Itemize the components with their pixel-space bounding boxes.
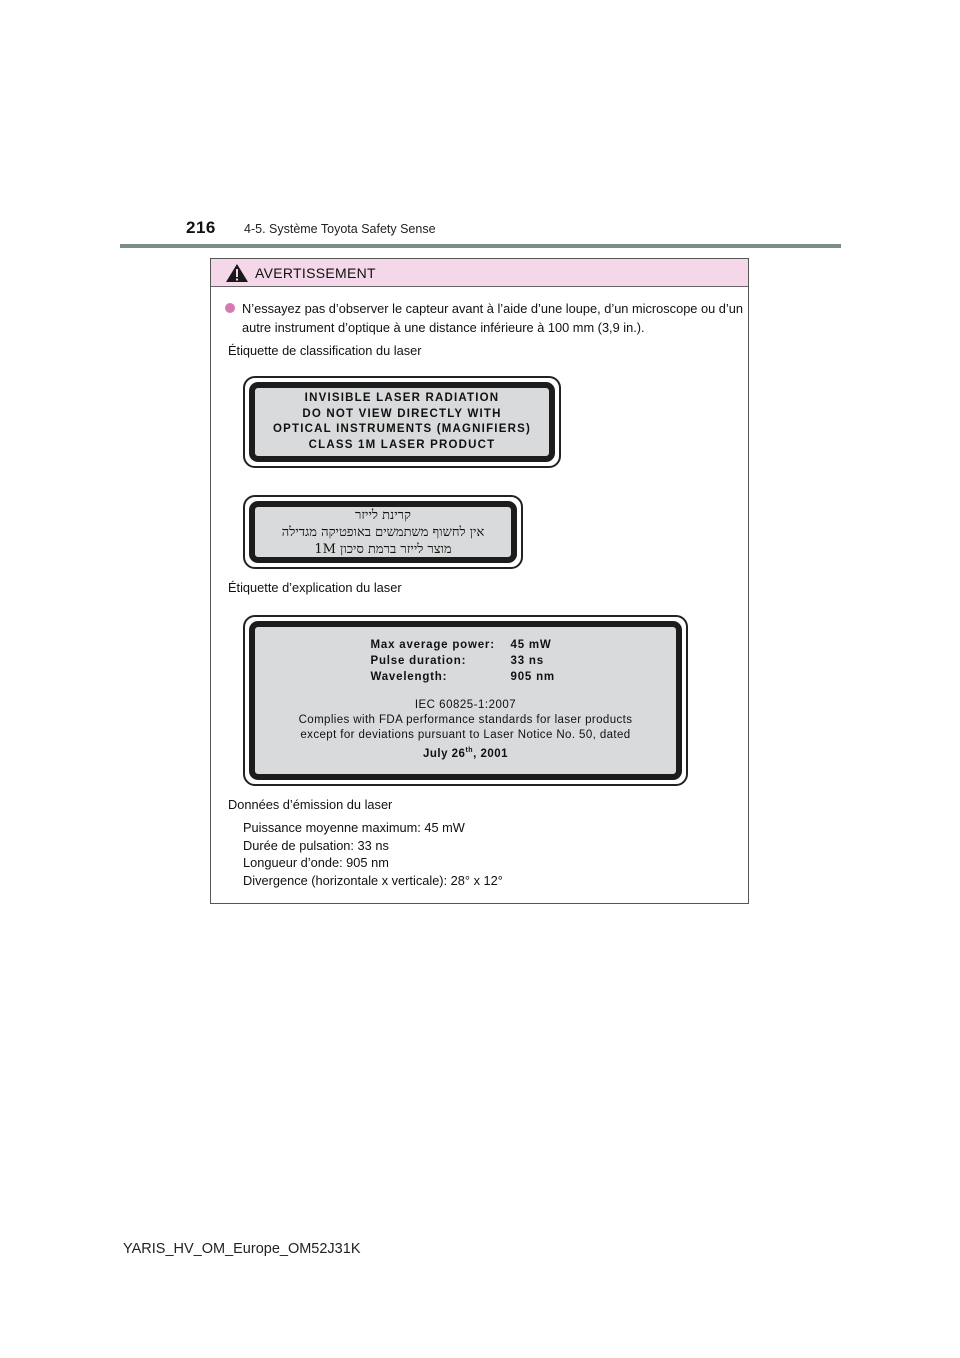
explanation-caption: Étiquette d’explication du laser — [228, 580, 402, 595]
emission-caption: Données d’émission du laser — [228, 797, 393, 812]
page-number: 216 — [186, 218, 216, 237]
spec-value: 33 ns — [510, 655, 544, 667]
warning-header — [211, 259, 748, 287]
warning-box — [210, 258, 749, 904]
explanation-label — [243, 615, 688, 786]
section-title: 4-5. Système Toyota Safety Sense — [244, 222, 436, 236]
spec-key: Wavelength: — [370, 671, 448, 683]
emission-item: Durée de pulsation: 33 ns — [243, 837, 389, 853]
spec-value: 45 mW — [510, 639, 552, 651]
classification-caption: Étiquette de classification du laser — [228, 343, 422, 358]
spec-row — [371, 653, 561, 669]
label-he-line: קרינת לייזר — [355, 507, 411, 523]
classification-label-en-inner — [249, 382, 555, 462]
header-rule — [120, 244, 841, 248]
date-sup: th — [465, 747, 474, 754]
footer-doc-id: YARIS_HV_OM_Europe_OM52J31K — [123, 1241, 361, 1257]
warning-title: AVERTISSEMENT — [255, 264, 376, 281]
spec-key: Max average power: — [370, 639, 495, 651]
label-en-line: INVISIBLE LASER RADIATION — [304, 392, 500, 404]
label-en-line: CLASS 1M LASER PRODUCT — [308, 438, 496, 451]
emission-item: Divergence (horizontale x verticale): 28° x 12° — [243, 872, 503, 888]
emission-list — [243, 819, 503, 889]
date-main: July 26 — [422, 747, 466, 760]
spec-value: 905 nm — [510, 671, 555, 683]
standard-text: IEC 60825-1:2007 — [414, 699, 517, 711]
label-he-line: מוצר לייזר ברמת סיכון 1M — [314, 541, 452, 557]
warning-bullet-text: N’essayez pas d’observer le capteur avant à l’aide d’une loupe, d’un microscope ou d’un autre instrument d’optique à une distance inférieure à 100 mm (3,9 in.). — [242, 301, 743, 335]
spec-row — [371, 669, 561, 685]
label-en-line: OPTICAL INSTRUMENTS (MAGNIFIERS) — [273, 423, 531, 435]
emission-item: Puissance moyenne maximum: 45 mW — [243, 820, 465, 835]
bullet-dot-icon — [225, 303, 235, 313]
classification-label-he-inner — [249, 501, 517, 563]
emission-item: Longueur d’onde: 905 nm — [243, 855, 389, 870]
compliance-line-2: except for deviations pursuant to Laser Notice No. 50, dated — [300, 729, 631, 741]
classification-label-en — [243, 376, 561, 468]
compliance-date — [423, 743, 508, 762]
spec-key: Pulse duration: — [370, 655, 467, 667]
explanation-label-inner — [249, 621, 682, 780]
date-year: , 2001 — [473, 747, 509, 760]
warning-triangle-icon — [225, 263, 249, 283]
label-he-line: אין לחשוף משתמשים באופטיקה מגדילה — [281, 524, 485, 540]
classification-label-he — [243, 495, 523, 569]
label-en-line: DO NOT VIEW DIRECTLY WITH — [302, 407, 502, 420]
warning-bullet — [225, 299, 743, 337]
compliance-line-1: Complies with FDA performance standards for laser products — [298, 714, 633, 726]
spec-row — [371, 637, 561, 653]
